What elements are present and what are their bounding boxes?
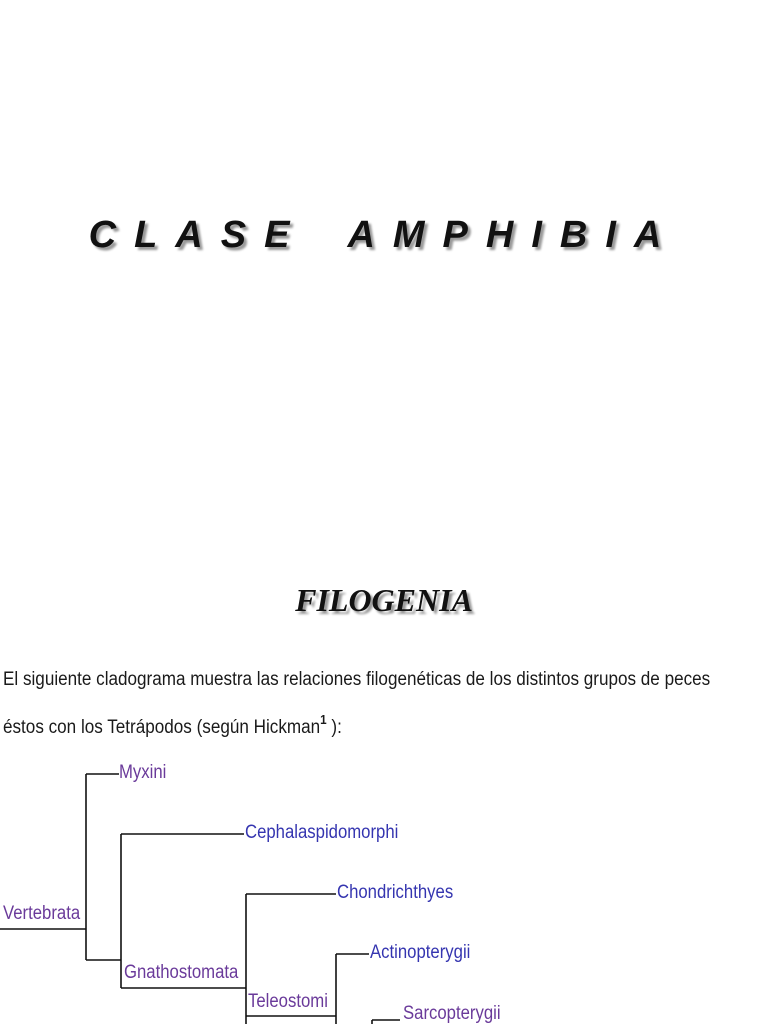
taxon-vertebrata: Vertebrata — [3, 903, 81, 924]
footnote-reference[interactable]: 1 — [320, 712, 327, 727]
taxon-chondrichthyes: Chondrichthyes — [337, 882, 454, 903]
taxon-teleostomi: Teleostomi — [248, 991, 328, 1012]
section-heading: FILOGENIA — [295, 582, 473, 618]
taxon-actinopterygii: Actinopterygii — [370, 942, 471, 963]
title-word-amphibia: AMPHIBIA — [347, 214, 680, 256]
taxon-cephalaspidomorphi: Cephalaspidomorphi — [245, 822, 399, 843]
taxon-sarcopterygii: Sarcopterygii — [403, 1003, 501, 1024]
intro-text-after-ref: ): — [326, 717, 342, 738]
taxon-myxini: Myxini — [119, 762, 167, 783]
intro-paragraph-line-1: El siguiente cladograma muestra las relaciones filogenéticas de los distintos grupos de peces — [3, 669, 711, 690]
intro-text-before-ref: éstos con los Tetrápodos (según Hickman — [3, 717, 321, 738]
title-word-clase: CLASE — [88, 214, 308, 256]
taxon-gnathostomata: Gnathostomata — [124, 962, 239, 983]
